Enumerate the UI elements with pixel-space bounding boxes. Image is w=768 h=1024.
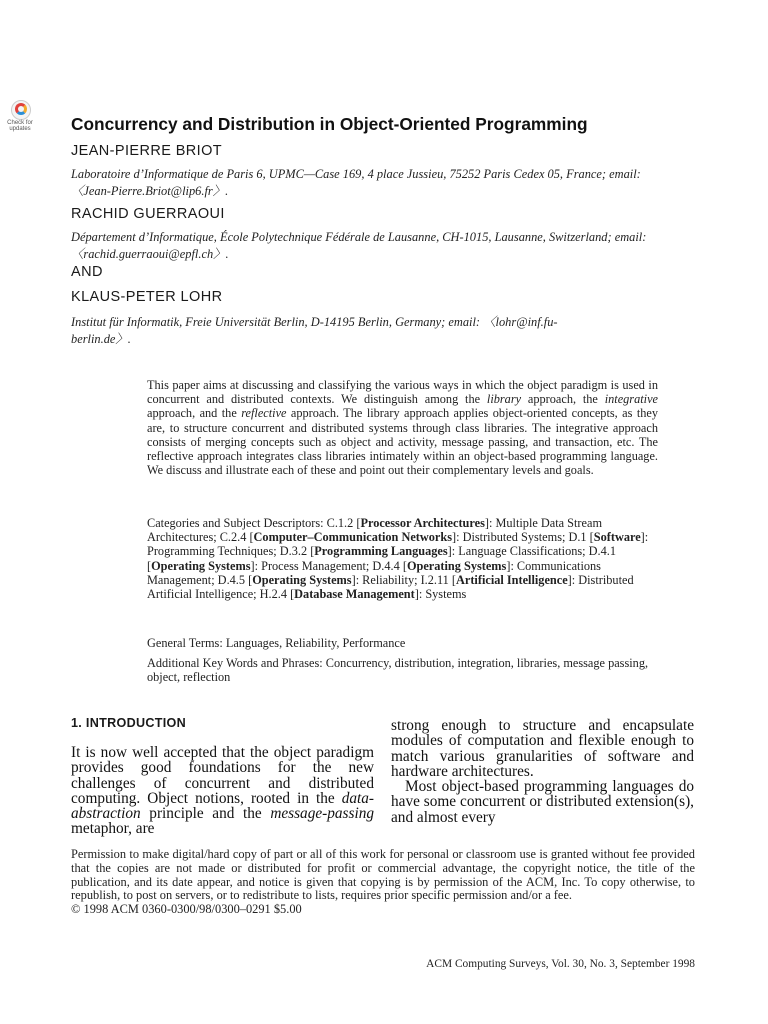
check-for-updates-badge[interactable] — [3, 98, 37, 138]
author-name-3: KLAUS-PETER LOHR — [71, 289, 223, 305]
abstract — [147, 378, 658, 477]
keywords: Additional Key Words and Phrases: Concurrency, distribution, integration, libraries, message passing, object, reflection — [147, 656, 649, 685]
copyright-line: © 1998 ACM 0360-0300/98/0300–0291 $5.00 — [71, 902, 302, 917]
journal-footer: ACM Computing Surveys, Vol. 30, No. 3, September 1998 — [426, 958, 695, 970]
badge-text: Check for updates — [7, 120, 33, 132]
intro-paragraph-1: It is now well accepted that the object paradigm provides good foundations for the new challenges of concurrent and distributed computing. Object notions, rooted in the data-abstraction principle and the message-passing metaphor, are — [71, 744, 374, 838]
intro-left-column — [71, 745, 374, 837]
abstract-text: This paper aims at discussing and classifying the various ways in which the object paradigm is used in concurrent and distributed contexts. We distinguish among the library approach, the integrative approach, and the reflective approach. The library approach applies object-oriented concepts, as they are, to structure concurrent and distributed systems through class libraries. The integrative approach consists of merging concepts such as object and activity, message passing, and transaction, etc. The reflective approach integrates class libraries intimately within an object-based programming language. We discuss and illustrate each of these and point out their complementary levels and goals. — [147, 378, 658, 478]
check-for-updates-icon — [11, 100, 31, 120]
categories-descriptors: Categories and Subject Descriptors: C.1.2 [Processor Architectures]: Multiple Data Stream Architectures; C.2.4 [Computer–Communication Networks]: Distributed Systems; D.1 [Software]: Programming Techniques; D.3.2 [Programming Languages]: Language Classifications; D.4.1 [Operating Systems]: Process Management; D.4.4 [Operating Systems]: Communications Management; D.4.5 [Operating Systems]: Reliability; I.2.11 [Artificial Intelligence]: Distributed Artificial Intelligence; H.2.4 [Database Management]: Systems — [147, 516, 649, 602]
author-affiliation-2: Département d’Informatique, École Polytechnique Fédérale de Lausanne, CH-1015, Lausanne, Switzerland; email: 〈rachid.guerraoui@epfl.ch〉. — [71, 230, 647, 261]
intro-paragraph-continued: strong enough to structure and encapsulate modules of computation and flexible enough to match various granularities of software and hardware architectures. — [391, 717, 694, 780]
paper-title: Concurrency and Distribution in Object-Oriented Programming — [71, 114, 588, 134]
permission-notice: Permission to make digital/hard copy of part or all of this work for personal or classroom use is granted without fee provided that the copies are not made or distributed for profit or commercial advantage, the copyright notice, the title of the publication, and its date appear, and notice is given that copying is by permission of the ACM, Inc. To copy otherwise, to republish, to post on servers, or to redistribute to lists, requires prior specific permission and/or a fee. © 1998 ACM 0360-0300/98/0300–0291 $5.00 — [71, 847, 695, 917]
author-name-1: JEAN-PIERRE BRIOT — [71, 143, 223, 159]
general-terms: General Terms: Languages, Reliability, Performance — [147, 636, 406, 650]
intro-right-column — [391, 718, 694, 825]
and-label: AND — [71, 264, 103, 280]
author-affiliation-3: Institut für Informatik, Freie Universität Berlin, D-14195 Berlin, Germany; email: 〈lohr@inf.fu-berlin.de〉. — [71, 315, 558, 346]
author-affiliation-1: Laboratoire d’Informatique de Paris 6, UPMC—Case 169, 4 place Jussieu, 75252 Paris Cedex 05, France; email: 〈Jean-Pierre.Briot@lip6.fr〉. — [71, 167, 641, 198]
section-heading-introduction: 1. INTRODUCTION — [71, 716, 187, 730]
author-name-2: RACHID GUERRAOUI — [71, 206, 225, 222]
intro-paragraph-2: Most object-based programming languages do have some concurrent or distributed extension(s), and almost every — [391, 778, 694, 826]
